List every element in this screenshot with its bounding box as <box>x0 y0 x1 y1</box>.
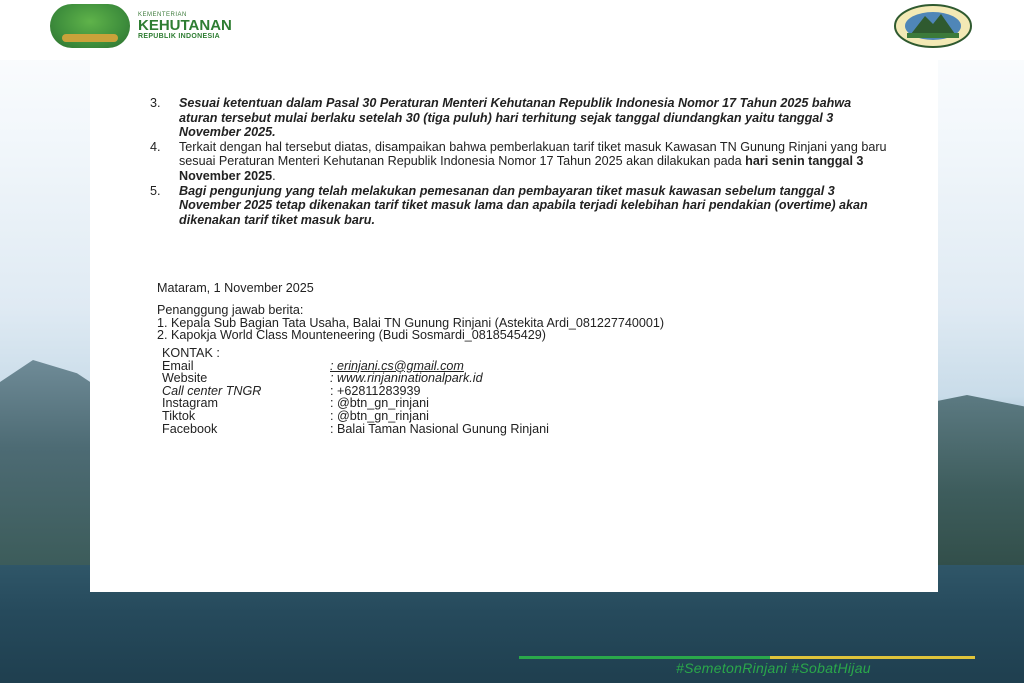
list-text: Bagi pengunjung yang telah melakukan pemesanan dan pembayaran tiket masuk kawasan sebelum tanggal 3 November 2025 tetap dikenakan tarif tiket masuk lama dan apabila terjadi kelebihan hari pendakian (overtime) akan dikenakan tarif tiket masuk baru. <box>179 183 868 227</box>
footer-hashtags: #SemetonRinjani #SobatHijau <box>676 660 871 676</box>
kontak-value: : Balai Taman Nasional Gunung Rinjani <box>330 421 549 436</box>
penanggung-jawab-item: 2. Kapokja World Class Mounteneering (Budi Sosmardi_0818545429) <box>157 328 547 343</box>
list-text-end: . <box>272 168 276 183</box>
list-item <box>150 140 890 184</box>
kontak-value: : @btn_gn_rinjani <box>330 408 429 423</box>
mountain-seal-icon <box>893 4 973 48</box>
kontak-row-tiktok <box>162 410 549 423</box>
kontak-label: Email <box>162 358 194 373</box>
tree-emblem-icon <box>50 4 130 48</box>
penanggung-jawab-title: Penanggung jawab berita: <box>157 303 304 317</box>
penanggung-jawab-item: 1. Kepala Sub Bagian Tata Usaha, Balai TN Gunung Rinjani (Astekita Ardi_081227740001) <box>157 315 665 330</box>
list-number: 5. <box>150 183 161 198</box>
kontak-row-facebook <box>162 423 549 436</box>
logo-country-label: REPUBLIK INDONESIA <box>138 33 221 40</box>
kontak-row-website <box>162 372 549 385</box>
email-link[interactable]: : erinjani.cs@gmail.com <box>330 358 464 373</box>
kontak-title: KONTAK : <box>162 346 220 360</box>
list-item <box>150 96 890 140</box>
kontak-label: Call center TNGR <box>162 383 262 398</box>
kontak-label: Facebook <box>162 421 218 436</box>
list-text: Sesuai ketentuan dalam Pasal 30 Peraturan Menteri Kehutanan Republik Indonesia Nomor 17 Tahun 2025 bahwa aturan tersebut mulai berlaku setelah 30 (tiga puluh) hari terhitung sejak tanggal diundangkan yaitu tanggal 3 November 2025. <box>179 96 852 140</box>
list-number: 4. <box>150 139 161 154</box>
list-text-bold: hari senin tanggal 3 November 2025 <box>179 154 864 183</box>
kontak-value: : @btn_gn_rinjani <box>330 396 429 411</box>
date-line: Mataram, 1 November 2025 <box>157 281 314 295</box>
kementerian-kehutanan-logo <box>50 4 232 48</box>
kontak-value: : +62811283939 <box>330 383 421 398</box>
kontak-label: Website <box>162 371 208 386</box>
footer-accent-line <box>519 656 975 659</box>
background-mountain-right <box>929 395 1024 585</box>
penanggung-jawab-section <box>157 304 664 342</box>
taman-nasional-seal-logo <box>893 4 973 48</box>
list-item <box>150 184 890 228</box>
kontak-label: Tiktok <box>162 408 196 423</box>
logo-ministry-name: KEHUTANAN <box>138 17 232 34</box>
list-number: 3. <box>150 96 161 110</box>
website-link[interactable]: : www.rinjaninationalpark.id <box>330 371 483 386</box>
kontak-label: Instagram <box>162 396 218 411</box>
logo-text-block <box>138 12 232 40</box>
kontak-section <box>162 347 549 435</box>
announcement-list <box>150 96 890 227</box>
logo-ministry-label: KEMENTERIAN <box>138 12 187 18</box>
list-text: Terkait dengan hal tersebut diatas, disampaikan bahwa pemberlakuan tarif tiket masuk Kawasan TN Gunung Rinjani yang baru sesuai Peraturan Menteri Kehutanan Republik Indonesia Nomor 17 Tahun 2025 akan dilakukan pada <box>179 139 887 169</box>
